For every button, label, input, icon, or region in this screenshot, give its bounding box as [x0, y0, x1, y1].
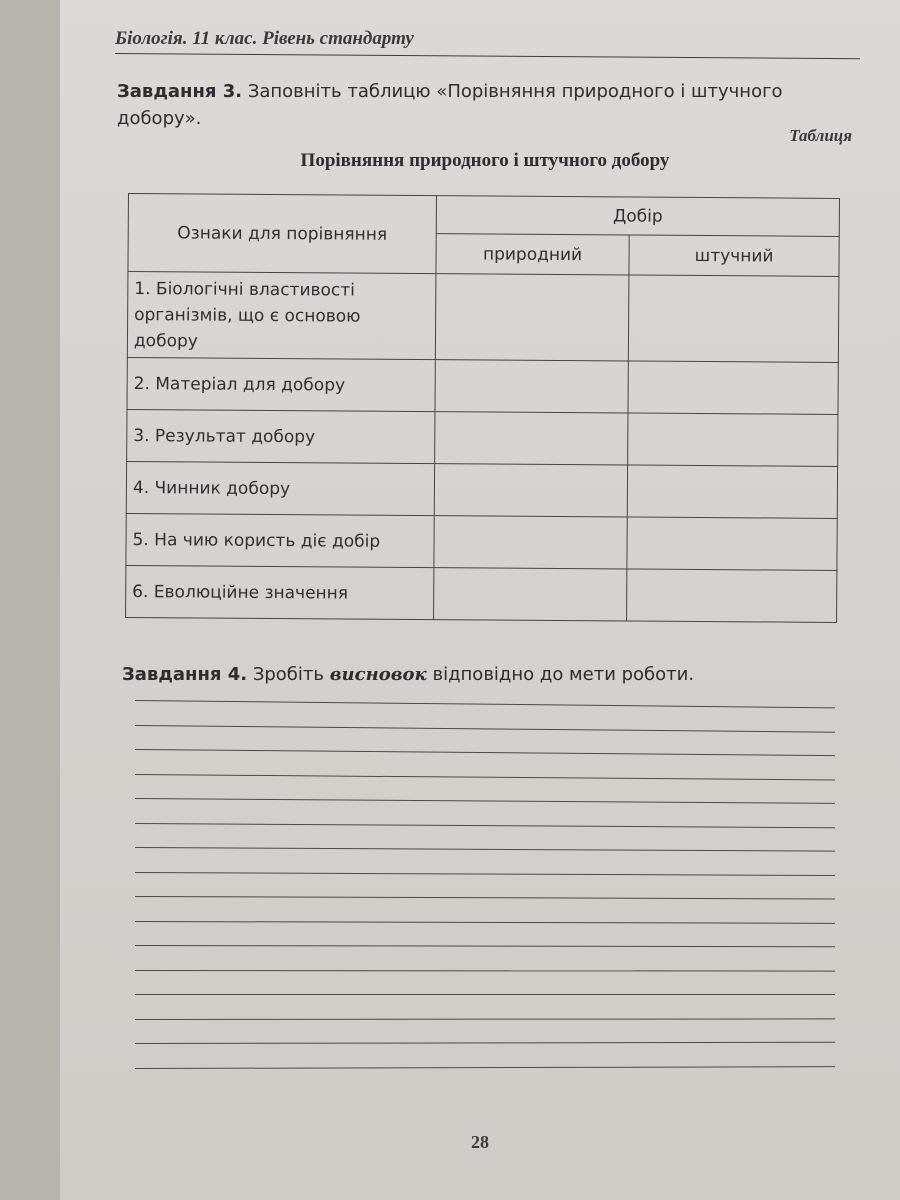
task-4-text-before: Зробіть [252, 664, 324, 685]
task-4-text-after: відповідно до мети роботи. [432, 664, 695, 685]
answer-line[interactable] [135, 798, 835, 804]
table-header-row [128, 194, 839, 237]
cell-natural[interactable] [434, 568, 627, 621]
answer-lines[interactable] [135, 700, 835, 1090]
table-row [127, 272, 839, 363]
answer-line[interactable] [135, 1042, 835, 1044]
table-title: Порівняння природного і штучного добору [300, 150, 670, 171]
cell-natural[interactable] [435, 360, 628, 413]
row-label: 5. На чию користь діє добір [126, 513, 434, 567]
answer-line[interactable] [135, 700, 835, 708]
answer-line[interactable] [135, 1018, 835, 1020]
answer-line[interactable] [135, 1066, 835, 1069]
table-row [126, 513, 837, 570]
answer-line[interactable] [135, 921, 835, 924]
answer-line[interactable] [135, 847, 835, 852]
answer-line[interactable] [135, 994, 835, 995]
header-artificial: штучний [629, 235, 839, 276]
comparison-table [125, 193, 840, 623]
cell-artificial[interactable] [627, 465, 837, 518]
answer-line[interactable] [135, 823, 835, 828]
task-3-label: Завдання 3. [117, 81, 243, 102]
page-number: 28 [471, 1132, 489, 1152]
cell-natural[interactable] [435, 412, 628, 465]
answer-line[interactable] [135, 872, 835, 876]
cell-natural[interactable] [434, 516, 627, 569]
task-4-label: Завдання 4. [122, 664, 248, 685]
header-features: Ознаки для порівняння [128, 194, 437, 274]
cell-artificial[interactable] [627, 517, 837, 570]
running-header: Біологія. 11 клас. Рівень стандарту [115, 28, 414, 49]
cell-artificial[interactable] [628, 413, 838, 466]
task-4-instruction [122, 664, 862, 685]
answer-line[interactable] [135, 970, 835, 972]
task-3-text: Заповніть таблицю «Порівняння природного і штучного добору». [117, 81, 783, 129]
row-label: 1. Біологічні властивості організмів, що є основою добору [127, 272, 436, 360]
answer-line[interactable] [135, 725, 835, 733]
task-4-emphasis: висновок [329, 664, 427, 685]
answer-line[interactable] [135, 945, 835, 947]
header-rule [115, 53, 860, 59]
answer-line[interactable] [135, 774, 835, 780]
table-caption-label: Таблиця [789, 126, 852, 145]
cell-natural[interactable] [435, 274, 629, 361]
row-label: 3. Результат добору [127, 409, 435, 463]
cell-natural[interactable] [434, 464, 627, 517]
cell-artificial[interactable] [627, 569, 837, 622]
answer-line[interactable] [135, 749, 835, 756]
table-row [127, 409, 838, 466]
cell-artificial[interactable] [628, 361, 838, 414]
table-row [126, 565, 837, 622]
table-row [126, 461, 837, 518]
workbook-page [60, 0, 900, 1200]
header-natural: природний [436, 234, 629, 275]
table-row [127, 357, 838, 414]
task-3-instruction [117, 78, 867, 132]
cell-artificial[interactable] [628, 275, 839, 362]
answer-line[interactable] [135, 896, 835, 899]
row-label: 6. Еволюційне значення [126, 565, 434, 619]
row-label: 4. Чинник добору [126, 461, 434, 515]
row-label: 2. Матеріал для добору [127, 357, 435, 411]
header-selection: Добір [436, 196, 839, 237]
